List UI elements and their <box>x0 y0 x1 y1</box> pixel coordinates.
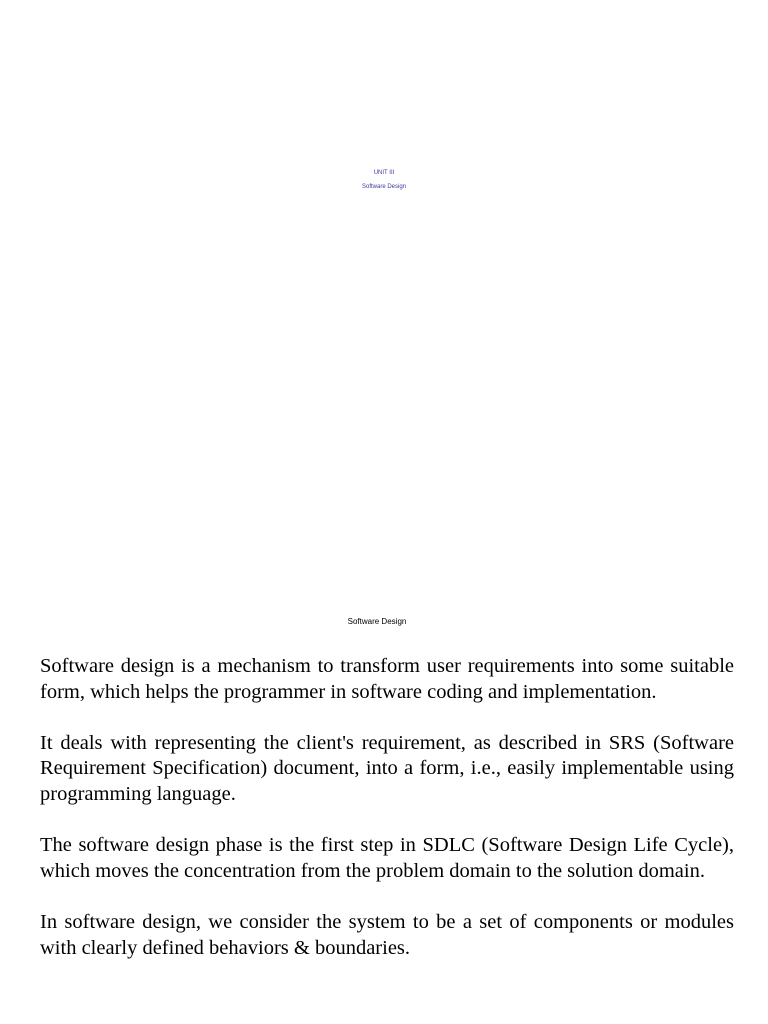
section-caption: Software Design <box>347 617 407 626</box>
paragraph-requirements: It deals with representing the client's requirement, as described in SRS (Software Requirement Specification) document, into a form, i.e., easily implementable using programming language. <box>40 731 734 805</box>
paragraph-definition: Software design is a mechanism to transform user requirements into some suitable form, which helps the programmer in software coding and implementation. <box>40 655 734 703</box>
cover-unit-label: UNIT III <box>373 170 395 176</box>
paragraph-components: In software design, we consider the system to be a set of components or modules with clearly defined behaviors & boundaries. <box>40 910 734 959</box>
body-text <box>40 654 734 987</box>
cover-title: Software Design <box>361 184 407 190</box>
paragraph-sdlc: The software design phase is the first step in SDLC (Software Design Life Cycle), which moves the concentration from the problem domain to the solution domain. <box>40 834 734 882</box>
